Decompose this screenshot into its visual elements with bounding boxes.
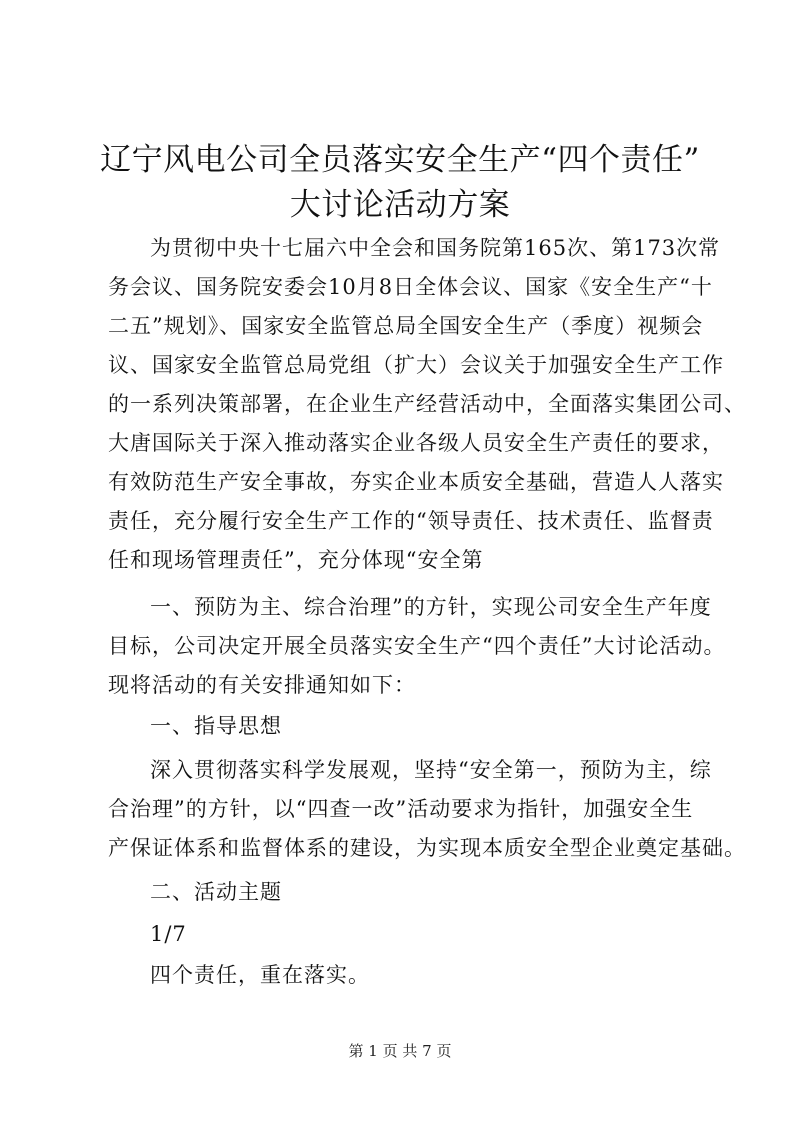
body-line: 二五”规划》、国家安全监管总局全国安全生产（季度）视频会 [108,314,704,338]
body-line: 责任，充分履行安全生产工作的“领导责任、技术责任、监督责 [108,509,714,533]
document-title-line-2: 大讨论活动方案 [289,187,511,223]
page-footer: 第 1 页 共 7 页 [348,1042,452,1060]
inline-page-marker: 1/7 [150,922,187,946]
body-line: 大唐国际关于深入推动落实企业各级人员安全生产责任的要求， [108,431,724,455]
body-line: 现将活动的有关安排通知如下： [108,673,416,697]
body-line: 的一系列决策部署，在企业生产经营活动中，全面落实集团公司、 [108,392,746,416]
body-line: 目标，公司决定开展全员落实安全生产“四个责任”大讨论活动。 [108,634,726,658]
body-line: 一、预防为主、综合治理”的方针，实现公司安全生产年度 [150,595,712,619]
body-line: 务会议、国务院安委会10月8日全体会议、国家《安全生产“十 [108,275,713,299]
body-line: 任和现场管理责任”，充分体现“安全第 [108,548,484,572]
section-heading: 一、指导思想 [150,714,282,738]
document-title-line-1: 辽宁风电公司全员落实安全生产“四个责任” [100,142,700,178]
body-line: 四个责任，重在落实。 [150,963,370,987]
body-line: 产保证体系和监督体系的建设，为实现本质安全型企业奠定基础。 [108,836,746,860]
body-line: 议、国家安全监管总局党组（扩大）会议关于加强安全生产工作 [108,353,724,377]
body-line: 深入贯彻落实科学发展观，坚持“安全第一，预防为主，综 [150,758,712,782]
section-heading: 二、活动主题 [150,880,282,904]
body-line: 为贯彻中央十七届六中全会和国务院第165次、第173次常 [150,236,721,260]
body-line: 有效防范生产安全事故，夯实企业本质安全基础，营造人人落实 [108,470,724,494]
body-line: 合治理”的方针，以“四查一改”活动要求为指针，加强安全生 [108,797,694,821]
